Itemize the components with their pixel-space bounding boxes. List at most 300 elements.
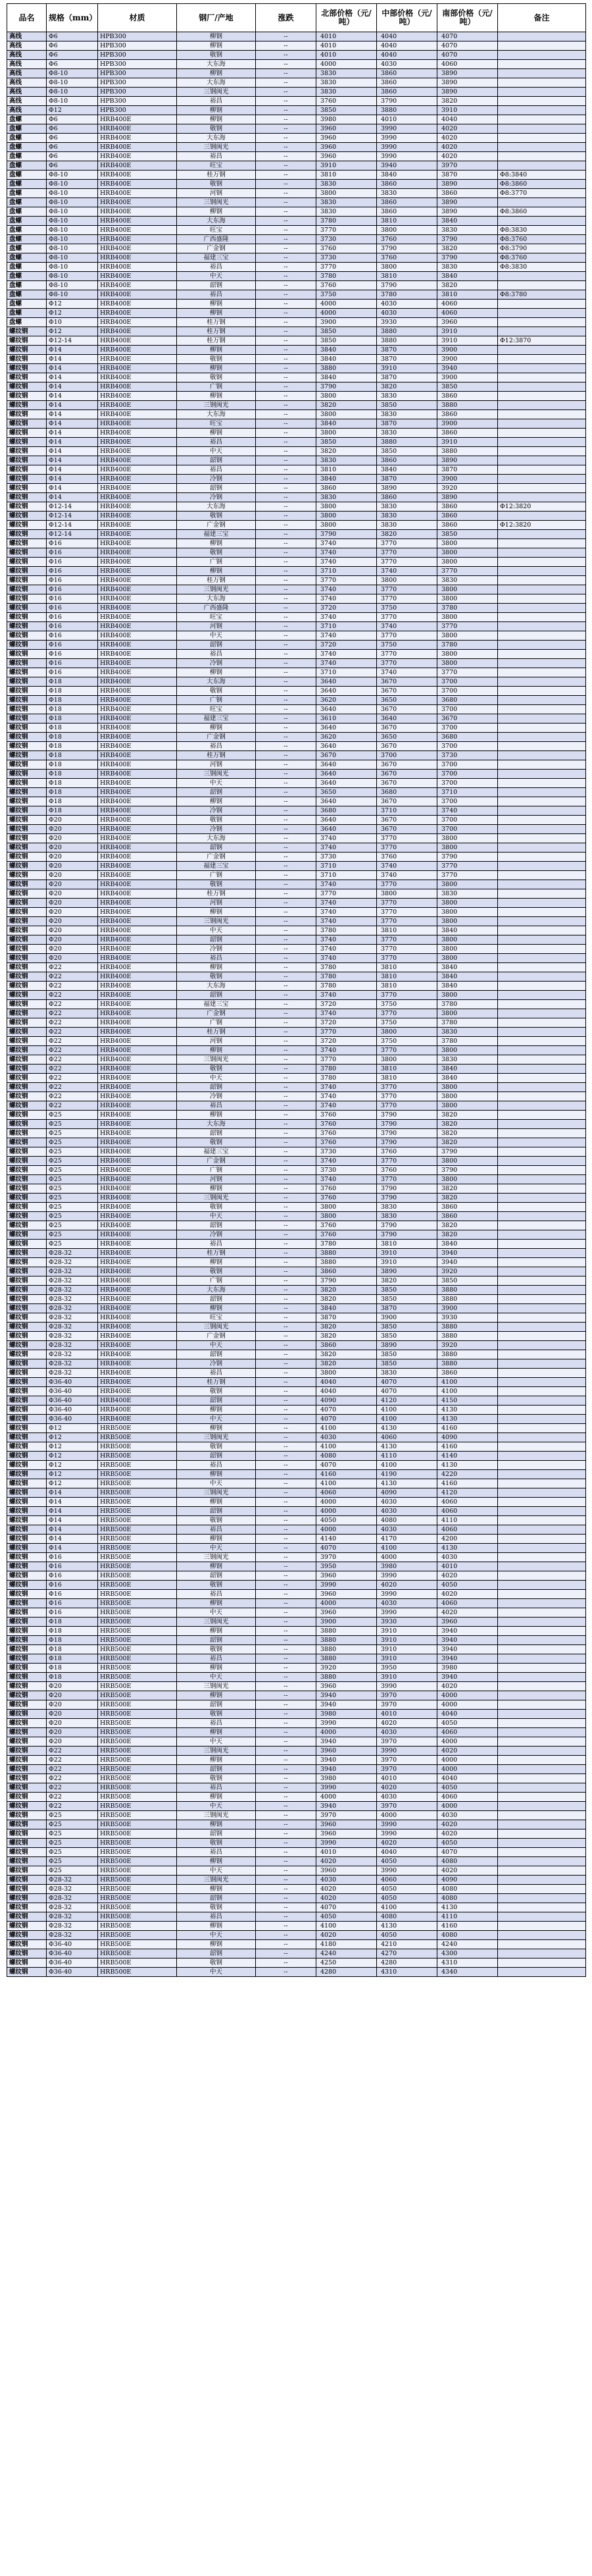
cell-central-price: 3770 bbox=[377, 539, 437, 548]
cell-change: -- bbox=[256, 78, 316, 88]
cell-north-price: 4000 bbox=[316, 1507, 377, 1516]
cell-mill: 大东海 bbox=[177, 677, 256, 687]
cell-material: HRB500E bbox=[98, 1498, 177, 1507]
cell-note bbox=[498, 465, 586, 475]
cell-central-price: 4080 bbox=[377, 1516, 437, 1525]
cell-material: HRB400E bbox=[98, 410, 177, 419]
cell-mill: 福建三宝 bbox=[177, 253, 256, 263]
cell-south-price: 3920 bbox=[437, 484, 498, 493]
cell-south-price: 3880 bbox=[437, 1286, 498, 1295]
cell-north-price: 4010 bbox=[316, 1848, 377, 1857]
cell-product-name: 螺纹钢 bbox=[7, 1848, 47, 1857]
cell-south-price: 3830 bbox=[437, 889, 498, 899]
cell-south-price: 3800 bbox=[437, 935, 498, 945]
cell-central-price: 3790 bbox=[377, 1221, 437, 1230]
table-row bbox=[7, 899, 586, 908]
cell-south-price: 3790 bbox=[437, 853, 498, 862]
cell-change: -- bbox=[256, 1949, 316, 1958]
table-row bbox=[7, 1175, 586, 1184]
cell-note bbox=[498, 1341, 586, 1350]
cell-product-name: 螺纹钢 bbox=[7, 1323, 47, 1332]
cell-mill: 桂万钢 bbox=[177, 318, 256, 327]
cell-central-price: 4050 bbox=[377, 1931, 437, 1940]
cell-central-price: 3770 bbox=[377, 1092, 437, 1101]
cell-mill: 旺宝 bbox=[177, 705, 256, 714]
cell-north-price: 3830 bbox=[316, 69, 377, 78]
cell-material: HRB500E bbox=[98, 1774, 177, 1783]
table-row bbox=[7, 1488, 586, 1498]
table-row bbox=[7, 1470, 586, 1479]
cell-mill: 韶钢 bbox=[177, 1571, 256, 1581]
cell-mill: 三钢闽光 bbox=[177, 1194, 256, 1203]
cell-material: HRB500E bbox=[98, 1857, 177, 1866]
cell-change: -- bbox=[256, 1535, 316, 1544]
cell-mill: 柳钢 bbox=[177, 1820, 256, 1829]
cell-north-price: 4100 bbox=[316, 1442, 377, 1452]
cell-north-price: 3960 bbox=[316, 1571, 377, 1581]
cell-mill: 旺宝 bbox=[177, 1313, 256, 1323]
cell-south-price: 3770 bbox=[437, 871, 498, 880]
table-row bbox=[7, 1968, 586, 1977]
col-header-change: 涨跌 bbox=[256, 4, 316, 32]
cell-spec: Φ22 bbox=[47, 972, 98, 982]
cell-south-price: 4200 bbox=[437, 1535, 498, 1544]
cell-south-price: 3800 bbox=[437, 650, 498, 659]
cell-south-price: 4100 bbox=[437, 1378, 498, 1387]
table-row bbox=[7, 631, 586, 641]
cell-material: HRB400E bbox=[98, 373, 177, 382]
cell-change: -- bbox=[256, 1516, 316, 1525]
cell-central-price: 3770 bbox=[377, 843, 437, 853]
cell-mill: 河钢 bbox=[177, 1175, 256, 1184]
cell-change: -- bbox=[256, 558, 316, 567]
cell-mill: 柳钢 bbox=[177, 1728, 256, 1737]
cell-mill: 广钢 bbox=[177, 871, 256, 880]
cell-central-price: 3750 bbox=[377, 604, 437, 613]
cell-material: HRB400E bbox=[98, 908, 177, 917]
cell-north-price: 3800 bbox=[316, 521, 377, 530]
table-row bbox=[7, 1903, 586, 1912]
cell-north-price: 3780 bbox=[316, 217, 377, 226]
cell-material: HRB500E bbox=[98, 1581, 177, 1590]
cell-product-name: 螺纹钢 bbox=[7, 1461, 47, 1470]
cell-product-name: 盘螺 bbox=[7, 180, 47, 189]
cell-central-price: 3770 bbox=[377, 585, 437, 594]
cell-product-name: 高线 bbox=[7, 32, 47, 41]
cell-central-price: 3870 bbox=[377, 373, 437, 382]
cell-mill: 广钢 bbox=[177, 558, 256, 567]
cell-south-price: 3810 bbox=[437, 290, 498, 300]
cell-mill: 柳钢 bbox=[177, 963, 256, 972]
cell-central-price: 3910 bbox=[377, 1627, 437, 1636]
cell-material: HRB400E bbox=[98, 779, 177, 788]
cell-south-price: 3830 bbox=[437, 226, 498, 235]
cell-spec: Φ16 bbox=[47, 1562, 98, 1571]
cell-mill: 冷钢 bbox=[177, 806, 256, 816]
cell-product-name: 螺纹钢 bbox=[7, 1599, 47, 1608]
cell-note bbox=[498, 198, 586, 207]
table-row bbox=[7, 1295, 586, 1304]
cell-change: -- bbox=[256, 797, 316, 806]
cell-note bbox=[498, 880, 586, 889]
table-row bbox=[7, 677, 586, 687]
cell-material: HRB400E bbox=[98, 631, 177, 641]
cell-north-price: 3880 bbox=[316, 1636, 377, 1645]
cell-mill: 中天 bbox=[177, 1968, 256, 1977]
cell-material: HRB400E bbox=[98, 585, 177, 594]
cell-material: HRB400E bbox=[98, 1332, 177, 1341]
table-row bbox=[7, 972, 586, 982]
cell-product-name: 高线 bbox=[7, 51, 47, 60]
table-row bbox=[7, 935, 586, 945]
cell-product-name: 螺纹钢 bbox=[7, 1157, 47, 1166]
cell-north-price: 3710 bbox=[316, 567, 377, 576]
cell-change: -- bbox=[256, 668, 316, 677]
table-row bbox=[7, 1138, 586, 1147]
cell-mill: 中天 bbox=[177, 926, 256, 935]
cell-spec: Φ25 bbox=[47, 1166, 98, 1175]
cell-spec: Φ25 bbox=[47, 1111, 98, 1120]
table-row bbox=[7, 1617, 586, 1627]
cell-central-price: 3990 bbox=[377, 1820, 437, 1829]
cell-mill: 大东海 bbox=[177, 410, 256, 419]
cell-material: HRB500E bbox=[98, 1636, 177, 1645]
cell-spec: Φ18 bbox=[47, 797, 98, 806]
cell-change: -- bbox=[256, 281, 316, 290]
cell-change: -- bbox=[256, 1737, 316, 1747]
cell-material: HPB300 bbox=[98, 78, 177, 88]
table-row bbox=[7, 594, 586, 604]
cell-material: HRB500E bbox=[98, 1903, 177, 1912]
cell-south-price: 4050 bbox=[437, 1719, 498, 1728]
cell-material: HRB400E bbox=[98, 429, 177, 438]
cell-south-price: 4060 bbox=[437, 1599, 498, 1608]
cell-material: HRB400E bbox=[98, 945, 177, 954]
cell-spec: Φ18 bbox=[47, 788, 98, 797]
table-row bbox=[7, 1074, 586, 1083]
cell-material: HPB300 bbox=[98, 51, 177, 60]
cell-south-price: 3840 bbox=[437, 272, 498, 281]
cell-north-price: 3800 bbox=[316, 1369, 377, 1378]
cell-central-price: 3780 bbox=[377, 290, 437, 300]
cell-product-name: 螺纹钢 bbox=[7, 760, 47, 770]
cell-south-price: 3870 bbox=[437, 171, 498, 180]
cell-material: HRB400E bbox=[98, 1415, 177, 1424]
cell-mill: 敬钢 bbox=[177, 1065, 256, 1074]
cell-note bbox=[498, 1120, 586, 1129]
cell-change: -- bbox=[256, 1581, 316, 1590]
cell-south-price: 3820 bbox=[437, 1138, 498, 1147]
cell-central-price: 3820 bbox=[377, 1276, 437, 1286]
cell-central-price: 3740 bbox=[377, 871, 437, 880]
cell-product-name: 盘螺 bbox=[7, 198, 47, 207]
cell-mill: 韶钢 bbox=[177, 1507, 256, 1516]
cell-mill: 三钢闽光 bbox=[177, 585, 256, 594]
cell-central-price: 3970 bbox=[377, 1756, 437, 1765]
cell-spec: Φ16 bbox=[47, 1599, 98, 1608]
cell-south-price: 3830 bbox=[437, 1028, 498, 1037]
cell-south-price: 3700 bbox=[437, 723, 498, 733]
cell-south-price: 3940 bbox=[437, 364, 498, 373]
cell-product-name: 盘螺 bbox=[7, 235, 47, 244]
cell-spec: Φ16 bbox=[47, 539, 98, 548]
table-row bbox=[7, 244, 586, 253]
cell-south-price: 3880 bbox=[437, 1350, 498, 1359]
cell-north-price: 4020 bbox=[316, 1894, 377, 1903]
cell-spec: Φ22 bbox=[47, 1765, 98, 1774]
cell-material: HRB400E bbox=[98, 1037, 177, 1046]
cell-mill: 敬钢 bbox=[177, 1516, 256, 1525]
cell-material: HRB400E bbox=[98, 1304, 177, 1313]
cell-south-price: 4060 bbox=[437, 1507, 498, 1516]
cell-product-name: 螺纹钢 bbox=[7, 982, 47, 991]
cell-central-price: 3990 bbox=[377, 152, 437, 161]
cell-spec: Φ8-10 bbox=[47, 244, 98, 253]
cell-north-price: 3640 bbox=[316, 797, 377, 806]
table-row bbox=[7, 1710, 586, 1719]
cell-change: -- bbox=[256, 392, 316, 401]
cell-mill: 柳钢 bbox=[177, 1406, 256, 1415]
cell-note bbox=[498, 1958, 586, 1968]
cell-product-name: 螺纹钢 bbox=[7, 1691, 47, 1700]
cell-change: -- bbox=[256, 1894, 316, 1903]
cell-central-price: 3860 bbox=[377, 180, 437, 189]
table-row bbox=[7, 217, 586, 226]
cell-spec: Φ18 bbox=[47, 696, 98, 705]
cell-product-name: 盘螺 bbox=[7, 171, 47, 180]
cell-change: -- bbox=[256, 687, 316, 696]
cell-central-price: 3820 bbox=[377, 382, 437, 392]
cell-central-price: 3990 bbox=[377, 1571, 437, 1581]
table-row bbox=[7, 1369, 586, 1378]
table-row bbox=[7, 1009, 586, 1018]
cell-material: HRB500E bbox=[98, 1737, 177, 1747]
cell-mill: 韶钢 bbox=[177, 1452, 256, 1461]
cell-north-price: 3760 bbox=[316, 1230, 377, 1240]
cell-note bbox=[498, 32, 586, 41]
cell-product-name: 螺纹钢 bbox=[7, 382, 47, 392]
cell-change: -- bbox=[256, 1157, 316, 1166]
cell-change: -- bbox=[256, 1664, 316, 1673]
cell-south-price: 3800 bbox=[437, 539, 498, 548]
table-row bbox=[7, 889, 586, 899]
cell-product-name: 高线 bbox=[7, 97, 47, 106]
cell-central-price: 3830 bbox=[377, 429, 437, 438]
cell-product-name: 螺纹钢 bbox=[7, 1765, 47, 1774]
cell-change: -- bbox=[256, 134, 316, 143]
cell-central-price: 4130 bbox=[377, 1922, 437, 1931]
cell-product-name: 螺纹钢 bbox=[7, 631, 47, 641]
cell-change: -- bbox=[256, 834, 316, 843]
cell-change: -- bbox=[256, 1700, 316, 1710]
cell-mill: 中天 bbox=[177, 631, 256, 641]
cell-material: HRB400E bbox=[98, 622, 177, 631]
cell-south-price: 4030 bbox=[437, 1811, 498, 1820]
cell-south-price: 3800 bbox=[437, 1175, 498, 1184]
cell-north-price: 3740 bbox=[316, 945, 377, 954]
cell-product-name: 螺纹钢 bbox=[7, 1424, 47, 1433]
cell-south-price: 4340 bbox=[437, 1968, 498, 1977]
cell-note bbox=[498, 622, 586, 631]
cell-spec: Φ16 bbox=[47, 548, 98, 558]
cell-south-price: 3780 bbox=[437, 1037, 498, 1046]
cell-material: HRB500E bbox=[98, 1682, 177, 1691]
cell-note bbox=[498, 770, 586, 779]
cell-change: -- bbox=[256, 226, 316, 235]
cell-mill: 广西盛隆 bbox=[177, 235, 256, 244]
cell-spec: Φ18 bbox=[47, 687, 98, 696]
cell-change: -- bbox=[256, 843, 316, 853]
cell-north-price: 3740 bbox=[316, 1046, 377, 1055]
cell-material: HRB400E bbox=[98, 456, 177, 465]
cell-material: HRB400E bbox=[98, 272, 177, 281]
cell-north-price: 3820 bbox=[316, 401, 377, 410]
cell-note bbox=[498, 1866, 586, 1876]
cell-note: Φ8:3840 bbox=[498, 171, 586, 180]
cell-south-price: 3940 bbox=[437, 1654, 498, 1664]
cell-product-name: 螺纹钢 bbox=[7, 1276, 47, 1286]
cell-south-price: 3800 bbox=[437, 613, 498, 622]
cell-north-price: 3760 bbox=[316, 1221, 377, 1230]
table-row bbox=[7, 1359, 586, 1369]
cell-spec: Φ22 bbox=[47, 1802, 98, 1811]
cell-north-price: 4010 bbox=[316, 32, 377, 41]
cell-north-price: 3740 bbox=[316, 1175, 377, 1184]
cell-note bbox=[498, 1221, 586, 1230]
table-row bbox=[7, 115, 586, 124]
cell-product-name: 螺纹钢 bbox=[7, 1212, 47, 1221]
cell-change: -- bbox=[256, 1940, 316, 1949]
cell-change: -- bbox=[256, 1470, 316, 1479]
cell-mill: 广钢 bbox=[177, 1276, 256, 1286]
cell-product-name: 螺纹钢 bbox=[7, 1194, 47, 1203]
cell-change: -- bbox=[256, 1313, 316, 1323]
cell-south-price: 3800 bbox=[437, 558, 498, 567]
cell-spec: Φ28-32 bbox=[47, 1341, 98, 1350]
cell-note bbox=[498, 1323, 586, 1332]
cell-note bbox=[498, 1747, 586, 1756]
cell-change: -- bbox=[256, 465, 316, 475]
cell-spec: Φ28-32 bbox=[47, 1876, 98, 1885]
cell-central-price: 3830 bbox=[377, 189, 437, 198]
cell-spec: Φ6 bbox=[47, 60, 98, 69]
cell-note bbox=[498, 1037, 586, 1046]
cell-south-price: 4040 bbox=[437, 1774, 498, 1783]
table-row bbox=[7, 1958, 586, 1968]
cell-note bbox=[498, 1682, 586, 1691]
cell-note bbox=[498, 1083, 586, 1092]
cell-north-price: 3820 bbox=[316, 1286, 377, 1295]
table-row bbox=[7, 60, 586, 69]
cell-south-price: 3800 bbox=[437, 1083, 498, 1092]
cell-south-price: 4050 bbox=[437, 1783, 498, 1793]
cell-product-name: 盘螺 bbox=[7, 189, 47, 198]
cell-south-price: 3850 bbox=[437, 530, 498, 539]
cell-spec: Φ12 bbox=[47, 1424, 98, 1433]
cell-central-price: 3740 bbox=[377, 862, 437, 871]
cell-note bbox=[498, 899, 586, 908]
cell-mill: 广金钢 bbox=[177, 733, 256, 742]
cell-north-price: 3740 bbox=[316, 585, 377, 594]
cell-spec: Φ18 bbox=[47, 742, 98, 751]
cell-note bbox=[498, 1737, 586, 1747]
cell-central-price: 4190 bbox=[377, 1470, 437, 1479]
cell-note bbox=[498, 1949, 586, 1958]
cell-south-price: 4150 bbox=[437, 1396, 498, 1406]
cell-central-price: 3870 bbox=[377, 475, 437, 484]
cell-spec: Φ14 bbox=[47, 1544, 98, 1553]
cell-product-name: 螺纹钢 bbox=[7, 816, 47, 825]
cell-mill: 柳钢 bbox=[177, 300, 256, 309]
cell-north-price: 4030 bbox=[316, 1433, 377, 1442]
cell-north-price: 3790 bbox=[316, 382, 377, 392]
cell-central-price: 3770 bbox=[377, 613, 437, 622]
cell-material: HRB400E bbox=[98, 991, 177, 1000]
cell-spec: Φ12-14 bbox=[47, 336, 98, 346]
table-row bbox=[7, 309, 586, 318]
cell-product-name: 螺纹钢 bbox=[7, 1922, 47, 1931]
cell-north-price: 4180 bbox=[316, 1940, 377, 1949]
cell-note bbox=[498, 124, 586, 134]
cell-material: HRB500E bbox=[98, 1802, 177, 1811]
col-header-south-price: 南部价格（元/吨） bbox=[437, 4, 498, 32]
cell-product-name: 螺纹钢 bbox=[7, 742, 47, 751]
cell-mill: 河钢 bbox=[177, 760, 256, 770]
cell-south-price: 3670 bbox=[437, 714, 498, 723]
cell-north-price: 3780 bbox=[316, 963, 377, 972]
cell-south-price: 3770 bbox=[437, 622, 498, 631]
cell-mill: 韶钢 bbox=[177, 641, 256, 650]
cell-change: -- bbox=[256, 926, 316, 935]
cell-change: -- bbox=[256, 235, 316, 244]
cell-central-price: 3770 bbox=[377, 899, 437, 908]
cell-spec: Φ12 bbox=[47, 1452, 98, 1461]
cell-material: HRB500E bbox=[98, 1700, 177, 1710]
price-table-body bbox=[7, 32, 586, 1977]
cell-north-price: 3740 bbox=[316, 539, 377, 548]
cell-central-price: 4280 bbox=[377, 1958, 437, 1968]
table-row bbox=[7, 530, 586, 539]
cell-north-price: 4140 bbox=[316, 1535, 377, 1544]
cell-material: HRB400E bbox=[98, 1295, 177, 1304]
cell-product-name: 螺纹钢 bbox=[7, 438, 47, 447]
cell-note bbox=[498, 97, 586, 106]
cell-note bbox=[498, 1756, 586, 1765]
cell-change: -- bbox=[256, 982, 316, 991]
cell-north-price: 4000 bbox=[316, 1525, 377, 1535]
cell-change: -- bbox=[256, 1710, 316, 1719]
cell-material: HRB400E bbox=[98, 935, 177, 945]
cell-product-name: 螺纹钢 bbox=[7, 1120, 47, 1129]
cell-central-price: 3650 bbox=[377, 696, 437, 705]
cell-note bbox=[498, 806, 586, 816]
cell-note bbox=[498, 1461, 586, 1470]
cell-central-price: 4060 bbox=[377, 1433, 437, 1442]
cell-north-price: 3880 bbox=[316, 1645, 377, 1654]
cell-mill: 桂万钢 bbox=[177, 1249, 256, 1258]
cell-spec: Φ20 bbox=[47, 843, 98, 853]
cell-material: HRB400E bbox=[98, 438, 177, 447]
cell-central-price: 3790 bbox=[377, 1184, 437, 1194]
cell-south-price: 4130 bbox=[437, 1544, 498, 1553]
cell-north-price: 3820 bbox=[316, 447, 377, 456]
table-row bbox=[7, 788, 586, 797]
cell-material: HRB500E bbox=[98, 1507, 177, 1516]
cell-material: HRB400E bbox=[98, 1157, 177, 1166]
cell-change: -- bbox=[256, 152, 316, 161]
cell-change: -- bbox=[256, 1479, 316, 1488]
cell-north-price: 3710 bbox=[316, 862, 377, 871]
